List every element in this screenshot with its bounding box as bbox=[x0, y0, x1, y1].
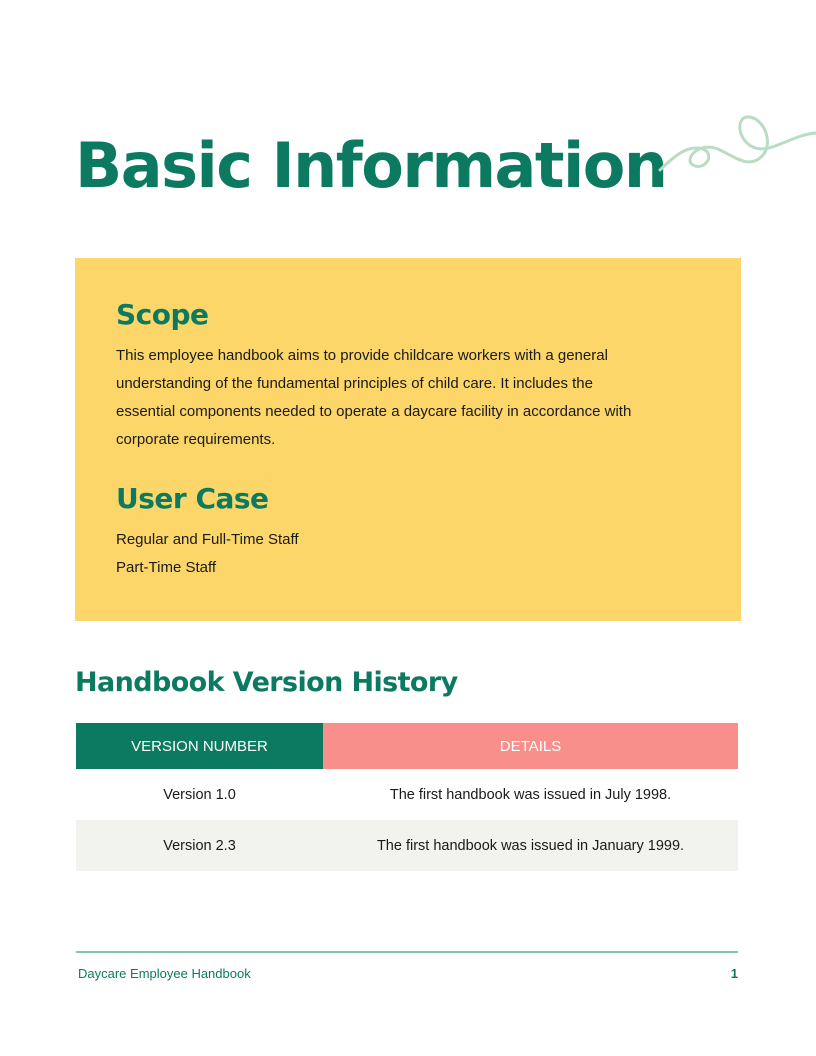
version-cell: Version 1.0 bbox=[76, 769, 323, 820]
scope-heading: Scope bbox=[116, 298, 209, 331]
table-header-row bbox=[76, 723, 738, 769]
table-row bbox=[76, 769, 738, 820]
details-cell: The first handbook was issued in July 1998. bbox=[323, 769, 738, 820]
info-box bbox=[75, 258, 741, 621]
scope-body: This employee handbook aims to provide childcare workers with a general understanding of the fundamental principles of child care. It includes the essential components needed to operate a daycare facility in accordance with corporate requirements. bbox=[116, 347, 632, 448]
footer-title: Daycare Employee Handbook bbox=[78, 966, 251, 981]
table-row bbox=[76, 820, 738, 871]
list-item: Part-Time Staff bbox=[116, 559, 217, 576]
user-case-list bbox=[116, 526, 299, 582]
user-case-heading: User Case bbox=[116, 482, 269, 515]
version-cell: Version 2.3 bbox=[76, 820, 323, 871]
page-number: 1 bbox=[730, 966, 738, 981]
squiggle-icon bbox=[655, 105, 816, 180]
column-header-details: DETAILS bbox=[323, 723, 738, 769]
list-item: Regular and Full-Time Staff bbox=[116, 531, 299, 548]
page-title: Basic Information bbox=[75, 129, 667, 202]
version-history-table bbox=[76, 723, 738, 871]
version-history-heading: Handbook Version History bbox=[75, 667, 458, 698]
details-cell: The first handbook was issued in January 1999. bbox=[323, 820, 738, 871]
footer-divider bbox=[76, 951, 738, 953]
column-header-version: VERSION NUMBER bbox=[76, 723, 323, 769]
